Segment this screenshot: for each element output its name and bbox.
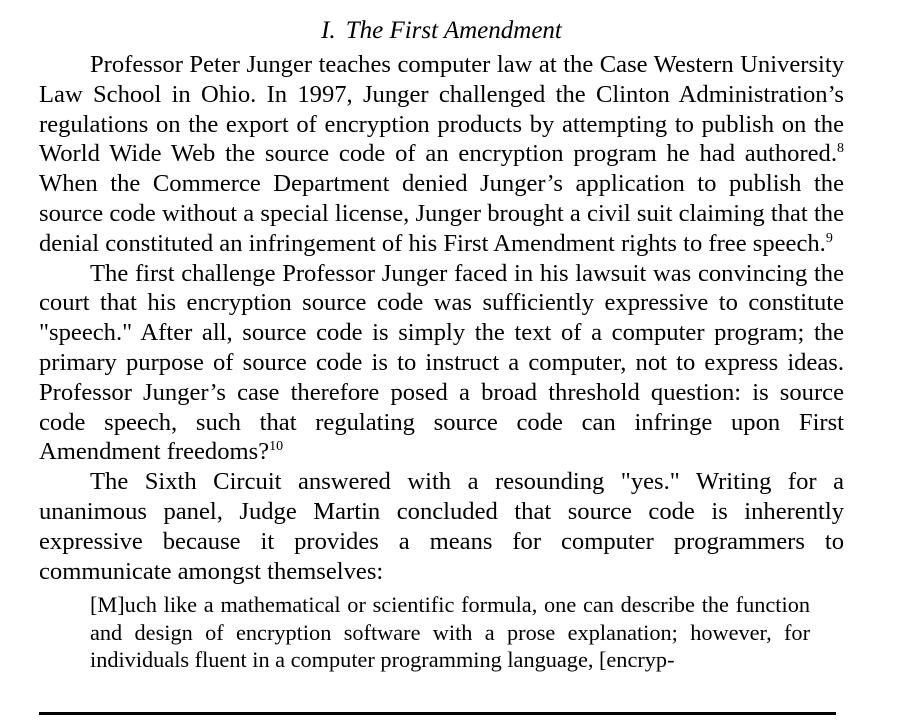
section-title: The First Amendment xyxy=(345,17,562,44)
paragraph-1-text: Professor Peter Junger teaches computer law at the Case Western University Law School in Ohio. In 1997, Junger challenged the Clinton Administration’s regulations on the export of encryption products by attempting to publish on the World Wide Web the source code of an encryption program he had authored. xyxy=(39,51,844,168)
section-number: I. xyxy=(321,17,336,44)
paragraph-3 xyxy=(39,467,844,586)
page xyxy=(39,0,844,674)
paragraph-1-text-cont: When the Commerce Department denied Junger’s application to publish the source code without a special license, Junger brought a civil suit claiming that the denial constituted an infringement of his First Amendment rights to free speech. xyxy=(39,170,844,257)
paragraph-2-text: The first challenge Professor Junger faced in his lawsuit was convincing the court that his encryption source code was sufficiently expressive to constitute "speech." After all, source code is simply the text of a computer program; the primary purpose of source code is to instruct a computer, not to express ideas. Professor Junger’s case therefore posed a broad threshold question: is source code speech, such that regulating source code can infringe upon First Amendment freedoms? xyxy=(39,259,844,466)
footnote-ref-10[interactable]: 10 xyxy=(269,439,284,455)
paragraph-1 xyxy=(39,50,844,259)
footnote-ref-9[interactable]: 9 xyxy=(825,230,833,246)
footnote-ref-8[interactable]: 8 xyxy=(837,141,844,157)
paragraph-3-text: The Sixth Circuit answered with a resounding "yes." Writing for a unanimous panel, Judge Martin concluded that source code is inherently expressive because it provides a means for computer programmers to communicate amongst themselves: xyxy=(39,468,844,585)
paragraph-2 xyxy=(39,259,844,468)
block-quote: [M]uch like a mathematical or scientific formula, one can describe the function and design of encryption software with a prose explanation; however, for individuals fluent in a computer programming language, [encryp- xyxy=(90,592,810,673)
section-heading xyxy=(39,16,844,46)
footnote-divider xyxy=(39,712,836,715)
